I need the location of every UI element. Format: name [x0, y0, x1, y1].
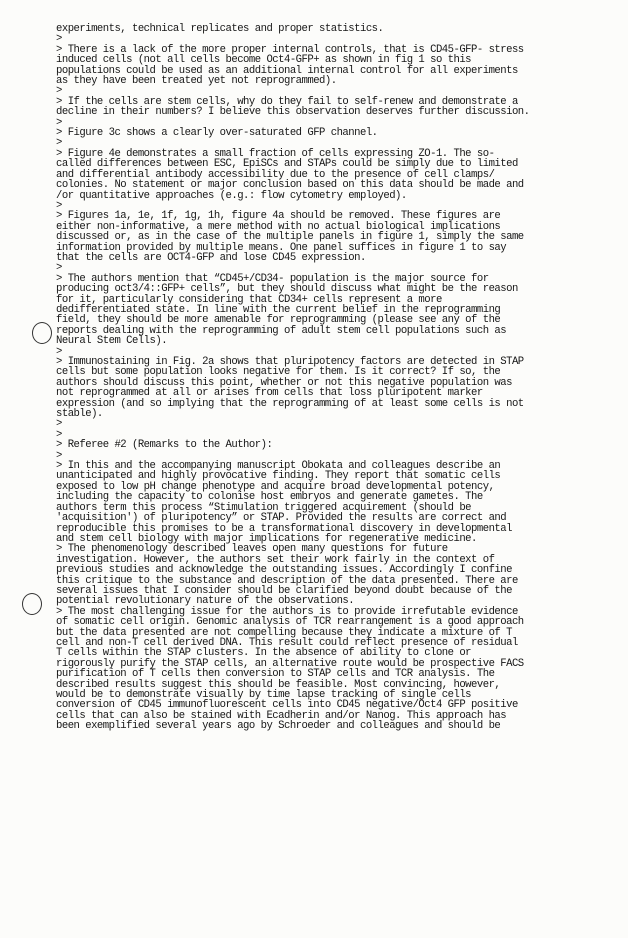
text-line: > In this and the accompanying manuscript Obokata and colleagues describe an: [56, 460, 501, 473]
text-line: cells that can also be stained with Ecadherin and/or Nanog. This approach has: [56, 709, 507, 722]
text-line: of somatic cell origin. Genomic analysis of TCR rearrangement is a good approach: [56, 616, 524, 629]
text-line: induced cells (not all cells become Oct4-GFP+ as shown in fig 1 so this: [56, 54, 472, 67]
text-line: for it, particularly considering that CD34+ cells represent a more: [56, 293, 442, 306]
text-line: either non-informative, a mere method with no actual biological implications: [56, 220, 501, 233]
text-line: Neural Stem Cells).: [56, 335, 168, 348]
text-line: purification of T cells then conversion to STAP cells and TCR analysis. The: [56, 668, 495, 681]
text-line: >: [56, 428, 62, 441]
text-line: decline in their numbers? I believe this observation deserves further discussion.: [56, 106, 530, 119]
referee-report-text: [56, 24, 586, 732]
text-line: > The phenomenology described leaves open many questions for future: [56, 543, 448, 556]
margin-circle-mark-2: [22, 593, 42, 615]
text-line: 'acquisition') of pluripotency” or STAP. Provided the results are correct and: [56, 512, 507, 525]
text-line: and stem cell biology with major implications for regenerative medicine.: [56, 532, 477, 545]
text-line: potential revolutionary nature of the observations.: [56, 595, 355, 608]
text-line: > The authors mention that “CD45+/CD34- population is the major source for: [56, 272, 489, 285]
text-line: several issues that I consider should be clarified beyond doubt because of the: [56, 584, 512, 597]
text-line: but the data presented are not compelling because they indicate a mixture of T: [56, 626, 512, 639]
text-line: previous studies and acknowledge the outstanding issues. Accordingly I confine: [56, 564, 512, 577]
text-line: and differential antibody accessibility due to the presence of cell clamps/: [56, 168, 495, 181]
text-line: populations could be used as an additional internal control for all experiments: [56, 64, 518, 77]
text-line: experiments, technical replicates and proper statistics.: [56, 23, 384, 35]
text-line: > If the cells are stem cells, why do they fail to self-renew and demonstrate a: [56, 95, 518, 108]
text-line: > Immunostaining in Fig. 2a shows that pluripotency factors are detected in STAP: [56, 356, 524, 368]
text-line: reproducible this promises to be a transformational discovery in developmental: [56, 522, 512, 535]
text-line: including the capacity to colonise host embryos and generate gametes. The: [56, 491, 483, 504]
text-line: that the cells are OCT4-GFP and lose CD45 expression.: [56, 251, 366, 264]
text-line: T cells within the STAP clusters. In the absence of ability to clone or: [56, 647, 472, 660]
text-line: producing oct3/4::GFP+ cells”, but they should discuss what might be the reason: [56, 283, 518, 296]
text-line: cell and non-T cell derived DNA. This result could reflect presence of residual: [56, 636, 518, 649]
text-line: reports dealing with the reprogramming of adult stem cell populations such as: [56, 324, 507, 337]
text-line: dedifferentiated state. In line with the current belief in the reprogramming: [56, 303, 501, 316]
text-line: > Figure 4e demonstrates a small fraction of cells expressing ZO-1. The so-: [56, 147, 495, 160]
text-line: > The most challenging issue for the authors is to provide irrefutable evidence: [56, 605, 518, 618]
text-line: investigation. However, the authors set their work fairly in the context of: [56, 553, 495, 566]
text-line: authors term this process “Stimulation triggered acquirement (should be: [56, 501, 472, 514]
text-line: field, they should be more amenable for reprogramming (please see any of the: [56, 314, 501, 327]
text-line: expression (and so implying that the reprogramming of at least some cells is not: [56, 397, 524, 410]
text-line: authors should discuss this point, whether or not this negative population was: [56, 376, 512, 389]
text-line: described results suggest this should be feasible. Most convincing, however,: [56, 678, 501, 691]
text-line: rigorously purify the STAP cells, an alternative route would be prospective FACS: [56, 657, 524, 670]
text-line: >: [56, 33, 62, 46]
text-line: cells but some population looks negative for them. Is it correct? If so, the: [56, 366, 501, 379]
text-line: >: [56, 449, 62, 462]
text-line: information provided by multiple means. One panel suffices in figure 1 to say: [56, 241, 507, 254]
text-line: as they have been treated yet not reprogrammed).: [56, 75, 337, 88]
text-line: exposed to low pH change phenotype and acquire broad developmental potency,: [56, 480, 495, 493]
text-line: > Referee #2 (Remarks to the Author):: [56, 439, 273, 452]
text-line: stable).: [56, 408, 103, 421]
text-line: > There is a lack of the more proper internal controls, that is CD45-GFP- stress: [56, 43, 524, 56]
text-line: this critique to the substance and description of the data presented. There are: [56, 574, 518, 587]
text-line: discussed or, as in the case of the multiple panels in figure 1, simply the same: [56, 231, 524, 244]
text-line: >: [56, 418, 62, 431]
text-line: /or quantitative approaches (e.g.: flow cytometry employed).: [56, 189, 407, 202]
text-line: colonies. No statement or major conclusion based on this data should be made and: [56, 179, 524, 192]
text-line: > Figures 1a, 1e, 1f, 1g, 1h, figure 4a should be removed. These figures are: [56, 210, 501, 223]
text-line: >: [56, 199, 62, 212]
text-line: would be to demonstrate visually by time lapse tracking of single cells: [56, 689, 472, 701]
text-line: conversion of CD45 immunofluorescent cells into CD45 negative/Oct4 GFP positive: [56, 699, 518, 712]
text-line: >: [56, 85, 62, 98]
text-line: > Figure 3c shows a clearly over-saturated GFP channel.: [56, 127, 378, 140]
margin-circle-mark-1: [32, 322, 52, 344]
text-line: not reprogrammed at all or arises from cells that loss pluripotent marker: [56, 387, 483, 400]
text-line: >: [56, 116, 62, 129]
text-line: unanticipated and highly provocative finding. They report that somatic cells: [56, 470, 501, 483]
text-line: >: [56, 345, 62, 358]
text-line: >: [56, 262, 62, 275]
text-line: called differences between ESC, EpiSCs and STAPs could be simply due to limited: [56, 158, 518, 171]
text-line: >: [56, 137, 62, 150]
text-line: been exemplified several years ago by Schroeder and colleagues and should be: [56, 720, 501, 733]
